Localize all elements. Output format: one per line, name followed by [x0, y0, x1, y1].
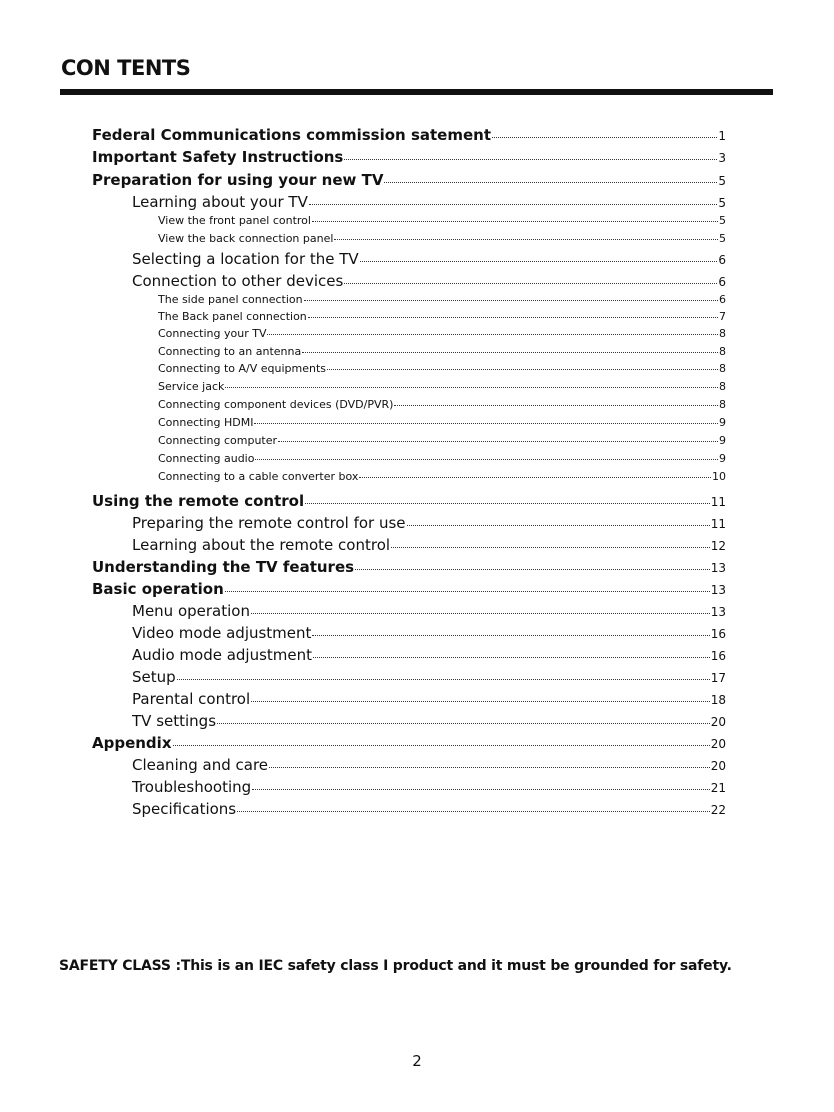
toc-entry-title: Understanding the TV features [92, 558, 355, 576]
toc-leader-dots [384, 182, 717, 183]
toc-entry-title: Using the remote control [92, 492, 305, 510]
toc-entry-page: 13 [710, 605, 726, 619]
toc-entry-page: 18 [710, 693, 726, 707]
title-rule [60, 89, 773, 95]
toc-entry-title: Connecting audio [158, 452, 255, 465]
toc-entry-page: 20 [710, 759, 726, 773]
toc-leader-dots [305, 503, 710, 504]
toc-entry [132, 193, 726, 211]
toc-entry-title: The side panel connection [158, 293, 303, 306]
toc-entry [92, 558, 726, 576]
toc-entry-page: 8 [719, 362, 726, 375]
toc-entry [132, 756, 726, 774]
toc-entry [92, 148, 726, 166]
toc-entry [92, 734, 726, 752]
toc-entry-title: Learning about your TV [132, 193, 308, 211]
toc-entry-title: Connecting HDMI [158, 416, 254, 429]
toc-entry-title: Connecting computer [158, 434, 278, 447]
toc-entry [158, 293, 726, 306]
toc-leader-dots [278, 441, 718, 442]
toc-leader-dots [225, 387, 718, 388]
toc-entry-page: 12 [710, 539, 726, 553]
toc-entry-page: 17 [710, 671, 726, 685]
toc-leader-dots [313, 657, 710, 658]
toc-entry-title: Menu operation [132, 602, 250, 620]
toc-leader-dots [267, 334, 718, 335]
toc-entry [158, 470, 726, 483]
toc-entry-title: Cleaning and care [132, 756, 269, 774]
toc-leader-dots [312, 635, 709, 636]
toc-leader-dots [391, 547, 710, 548]
toc-entry [158, 232, 726, 245]
toc-entry-title: Audio mode adjustment [132, 646, 313, 664]
toc-entry-title: Selecting a location for the TV [132, 250, 359, 268]
toc-entry-title: Connecting your TV [158, 327, 267, 340]
toc-entry [132, 800, 726, 818]
toc-entry-page: 5 [718, 174, 726, 188]
toc-entry-page: 8 [719, 380, 726, 393]
toc-entry-title: Service jack [158, 380, 225, 393]
toc-leader-dots [252, 789, 710, 790]
toc-leader-dots [269, 767, 710, 768]
toc-leader-dots [237, 811, 710, 812]
toc-leader-dots [344, 159, 717, 160]
toc-entry [132, 778, 726, 796]
toc-leader-dots [308, 317, 718, 318]
toc-entry-title: Connection to other devices [132, 272, 344, 290]
toc-entry [132, 602, 726, 620]
toc-entry-page: 6 [718, 253, 726, 267]
toc-leader-dots [225, 591, 710, 592]
toc-leader-dots [334, 239, 718, 240]
toc-entry [158, 434, 726, 447]
toc-entry-page: 8 [719, 345, 726, 358]
toc-entry [132, 624, 726, 642]
toc-entry [158, 327, 726, 340]
toc-entry-page: 6 [718, 275, 726, 289]
toc-entry [132, 668, 726, 686]
toc-entry-page: 8 [719, 398, 726, 411]
toc-entry [92, 171, 726, 189]
toc-entry [92, 126, 726, 144]
toc-entry-page: 16 [710, 627, 726, 641]
toc-entry-title: Connecting to a cable converter box [158, 470, 359, 483]
toc-entry-title: View the front panel control [158, 214, 311, 227]
toc-entry [158, 380, 726, 393]
toc-entry-title: Connecting to A/V equipments [158, 362, 327, 375]
toc-entry-page: 6 [719, 293, 726, 306]
toc-leader-dots [360, 261, 718, 262]
toc-entry-page: 21 [710, 781, 726, 795]
toc-entry-title: Preparation for using your new TV [92, 171, 384, 189]
page-number: 2 [412, 1052, 422, 1070]
toc-entry [132, 712, 726, 730]
toc-leader-dots [407, 525, 710, 526]
toc-leader-dots [492, 137, 717, 138]
toc-entry-page: 5 [718, 196, 726, 210]
toc-leader-dots [359, 477, 711, 478]
toc-entry-title: Parental control [132, 690, 251, 708]
toc-entry-title: Video mode adjustment [132, 624, 312, 642]
toc-entry [158, 398, 726, 411]
toc-entry [158, 452, 726, 465]
safety-note: SAFETY CLASS :This is an IEC safety class I product and it must be grounded for safety. [59, 958, 732, 974]
toc-entry-page: 8 [719, 327, 726, 340]
toc-leader-dots [394, 405, 718, 406]
toc-entry [92, 580, 726, 598]
toc-leader-dots [302, 352, 718, 353]
toc-entry-title: Important Safety Instructions [92, 148, 344, 166]
toc-entry-page: 7 [719, 310, 726, 323]
toc-entry-page: 9 [719, 416, 726, 429]
toc-leader-dots [304, 300, 718, 301]
toc-entry-page: 13 [710, 561, 726, 575]
toc-entry-title: Specifications [132, 800, 237, 818]
toc-entry-title: Learning about the remote control [132, 536, 391, 554]
toc-entry [158, 416, 726, 429]
toc-entry-page: 11 [710, 517, 726, 531]
toc-entry-title: Connecting to an antenna [158, 345, 302, 358]
toc-leader-dots [309, 204, 718, 205]
toc-entry-title: Setup [132, 668, 176, 686]
toc-entry-title: The Back panel connection [158, 310, 307, 323]
toc-entry [158, 310, 726, 323]
toc-entry-title: View the back connection panel [158, 232, 334, 245]
toc-leader-dots [344, 283, 717, 284]
toc-leader-dots [312, 221, 718, 222]
toc-entry-page: 5 [719, 214, 726, 227]
page-title: CON TENTS [61, 56, 191, 80]
toc-entry-title: TV settings [132, 712, 217, 730]
toc-entry-page: 3 [718, 151, 726, 165]
toc-entry-title: Troubleshooting [132, 778, 252, 796]
toc-entry-page: 22 [710, 803, 726, 817]
toc-entry [158, 214, 726, 227]
toc-entry-title: Federal Communications commission satement [92, 126, 491, 144]
toc-entry [158, 345, 726, 358]
toc-entry-title: Connecting component devices (DVD/PVR) [158, 398, 394, 411]
toc-entry-title: Preparing the remote control for use [132, 514, 406, 532]
toc-entry [92, 492, 726, 510]
toc-entry [132, 250, 726, 268]
toc-entry-page: 1 [718, 129, 726, 143]
toc-entry-page: 20 [710, 715, 726, 729]
toc-entry-page: 9 [719, 452, 726, 465]
toc-entry-page: 16 [710, 649, 726, 663]
toc-leader-dots [173, 745, 710, 746]
toc-entry-page: 10 [712, 470, 726, 483]
toc-entry [158, 362, 726, 375]
toc-entry [132, 514, 726, 532]
toc-entry [132, 272, 726, 290]
toc-entry-page: 20 [710, 737, 726, 751]
toc-entry-page: 9 [719, 434, 726, 447]
toc-entry-page: 11 [710, 495, 726, 509]
toc-leader-dots [327, 369, 718, 370]
toc-leader-dots [254, 423, 718, 424]
toc-entry [132, 646, 726, 664]
toc-leader-dots [251, 701, 710, 702]
toc-entry [132, 536, 726, 554]
toc-leader-dots [355, 569, 710, 570]
toc-entry [132, 690, 726, 708]
toc-entry-page: 13 [710, 583, 726, 597]
toc-entry-page: 5 [719, 232, 726, 245]
toc-leader-dots [177, 679, 710, 680]
toc-leader-dots [217, 723, 710, 724]
toc-entry-title: Basic operation [92, 580, 224, 598]
toc-entry-title: Appendix [92, 734, 172, 752]
toc-leader-dots [251, 613, 710, 614]
toc-leader-dots [255, 459, 718, 460]
